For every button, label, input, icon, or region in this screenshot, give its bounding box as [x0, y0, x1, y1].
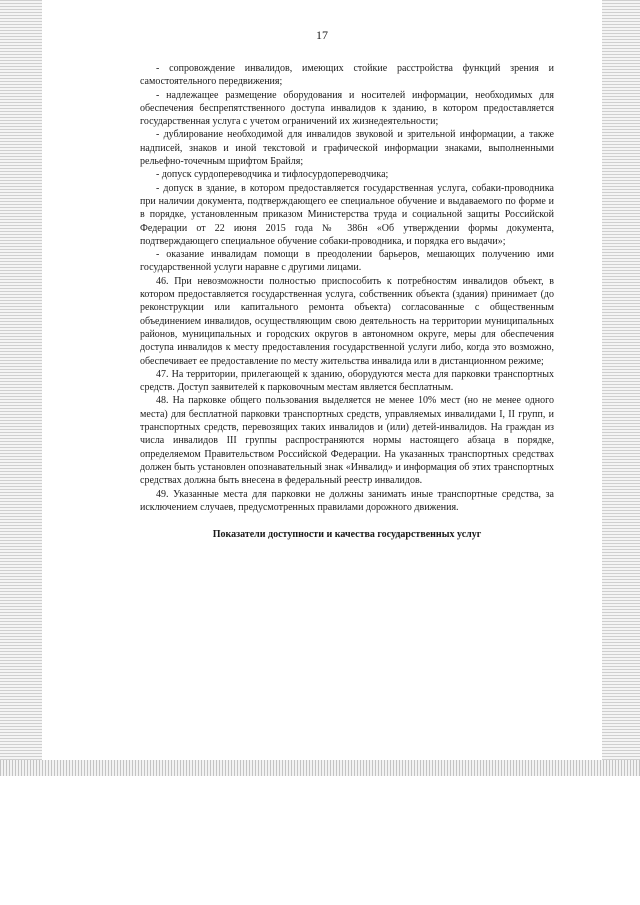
section-heading: Показатели доступности и качества государственных услуг: [212, 529, 482, 541]
paragraph: - допуск в здание, в котором предоставляется государственная услуга, собаки-проводника при наличии документа, подтверждающего ее специальное обучение и выдаваемого по форме и в порядке, установленным приказом Министерства труда и социальной защиты Российской Федерации от 22 июня 2015 года № 386н «Об утверждении формы документа, подтверждающего специальное обучение собаки-проводника, и порядка его выдачи»;: [140, 182, 554, 247]
document-body: [140, 62, 554, 541]
paragraph: - сопровождение инвалидов, имеющих стойкие расстройства функций зрения и самостоятельного передвижения;: [140, 63, 554, 88]
paragraph-47: 47. На территории, прилегающей к зданию, оборудуются места для парковки транспортных средств. Доступ заявителей к парковочным местам является бесплатным.: [140, 368, 554, 394]
page-number: 17: [316, 28, 328, 42]
paragraph: - допуск сурдопереводчика и тифлосурдопереводчика;: [156, 169, 389, 181]
paragraph: - надлежащее размещение оборудования и носителей информации, необходимых для обеспечения беспрепятственного доступа инвалидов к зданию, в котором предоставляется государственная услуга с учетом ограничений их жизнедеятельности;: [140, 89, 554, 128]
paragraph: - дублирование необходимой для инвалидов звуковой и зрительной информации, а также надписей, знаков и иной текстовой и графической информации знаками, выполненными рельефно-точечным шрифтом Брайля;: [140, 129, 554, 168]
scan-border-bottom: [0, 760, 640, 776]
scan-border-left: [0, 0, 42, 775]
paragraph-48: 48. На парковке общего пользования выделяется не менее 10% мест (но не менее одного места) для бесплатной парковки транспортных средств, управляемых инвалидами I, II групп, и транспортных средств, перевозящих таких инвалидов и (или) детей-инвалидов. На граждан из числа инвалидов III группы распространяются нормы настоящего абзаца в порядке, определяемом Правительством Российской Федерации. На указанных транспортных средствах должен быть установлен опознавательный знак «Инвалид» и информация об этих транспортных средствах должна быть внесена в федеральный реестр инвалидов.: [140, 395, 554, 487]
paragraph-49: 49. Указанные места для парковки не должны занимать иные транспортные средства, за исключением случаев, предусмотренных правилами дорожного движения.: [140, 488, 554, 513]
paragraph-46: 46. При невозможности полностью приспособить к потребностям инвалидов объект, в котором предоставляется государственная услуга, собственник объекта (здания) принимает (до реконструкции или капитального ремонта объекта) согласованные с общественным объединением инвалидов, осуществляющим свою деятельность на территории муниципальных районов, муниципальных и городских округов в автономном округе, меры для обеспечения доступа инвалидов к месту предоставления государственной услуги либо, когда это возможно, обеспечивает ее предоставление по месту жительства инвалида или в дистанционном режиме;: [140, 275, 554, 367]
document-page: [42, 0, 602, 760]
paragraph: - оказание инвалидам помощи в преодолении барьеров, мешающих получению ими государственной услуги наравне с другими лицами.: [140, 249, 554, 274]
scan-border-right: [602, 0, 640, 775]
